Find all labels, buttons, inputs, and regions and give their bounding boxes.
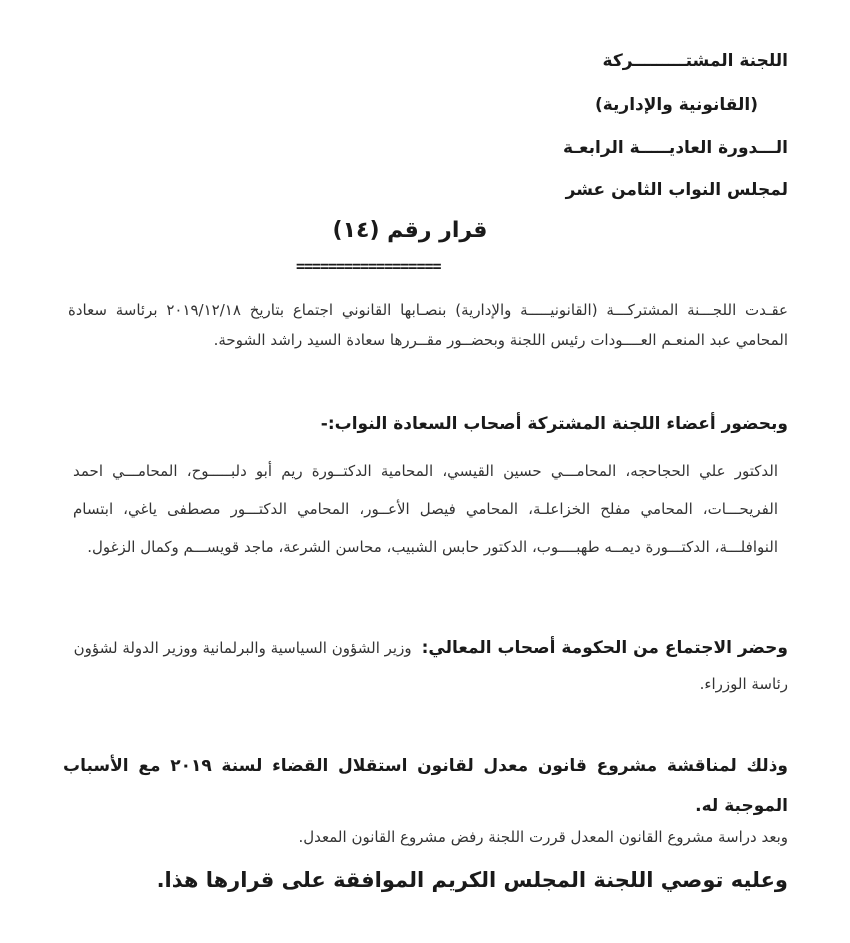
- decision-text: وبعد دراسة مشروع القانون المعدل قررت اللجنة رفض مشروع القانون المعدل.: [298, 828, 788, 846]
- session-name: الـــدورة العاديـــــة الرابعـة: [562, 138, 788, 158]
- committee-name: اللجنة المشتـــــــــركة: [602, 51, 788, 71]
- members-list: الدكتور علي الحجاحجه، المحامـــي حسين القيسي، المحامية الدكتــورة ريم أبو دلبـــــوح، المحامـــي احمد الفريحـــات، المحامي مفلح الخزاعلـة، المحامي فيصل الأعــور، المحامي الدكتـــور مصطفى ياغي، ابتسام النوافلـــة، الدكتـــورة ديمــه طهبــــوب، الدكتور حابس الشبيب، محاسن الشرعة، ماجد قويســـم وكمال الزغول.: [73, 462, 778, 556]
- recommendation-text: وعليه توصي اللجنة المجلس الكريم الموافقة على قرارها هذا.: [156, 868, 788, 892]
- government-attendance: [63, 630, 788, 702]
- members-heading: وبحضور أعضاء اللجنة المشتركة أصحاب السعادة النواب:-: [320, 414, 788, 434]
- parliament-name: لمجلس النواب الثامن عشر: [565, 180, 788, 200]
- committee-type: (القانونية والإدارية): [594, 95, 758, 115]
- intro-paragraph: عقـدت اللجـــنة المشتركـــة (القانونيـــــة والإدارية) بنصـابها القانوني اجتماع بتاريخ ٢٠١٩/١٢/١٨ برئاسة سعادة المحامي عبد المنعـم العــــودات رئيس اللجنة وبحضــور مقــررها سعادة السيد راشد الشوحة.: [68, 301, 788, 349]
- separator-line: ==================: [296, 257, 441, 275]
- government-label: وحضر الاجتماع من الحكومة أصحاب المعالي:: [421, 638, 788, 658]
- decision-title: قرار رقم (١٤): [332, 218, 488, 243]
- government-ministers: وزير الشؤون السياسية والبرلمانية ووزير الدولة لشؤون رئاسة الوزراء.: [73, 639, 788, 693]
- bill-paragraph: وذلك لمناقشة مشروع قانون معدل لقانون استقلال القضاء لسنة ٢٠١٩ مع الأسباب الموجبة له.: [63, 756, 788, 816]
